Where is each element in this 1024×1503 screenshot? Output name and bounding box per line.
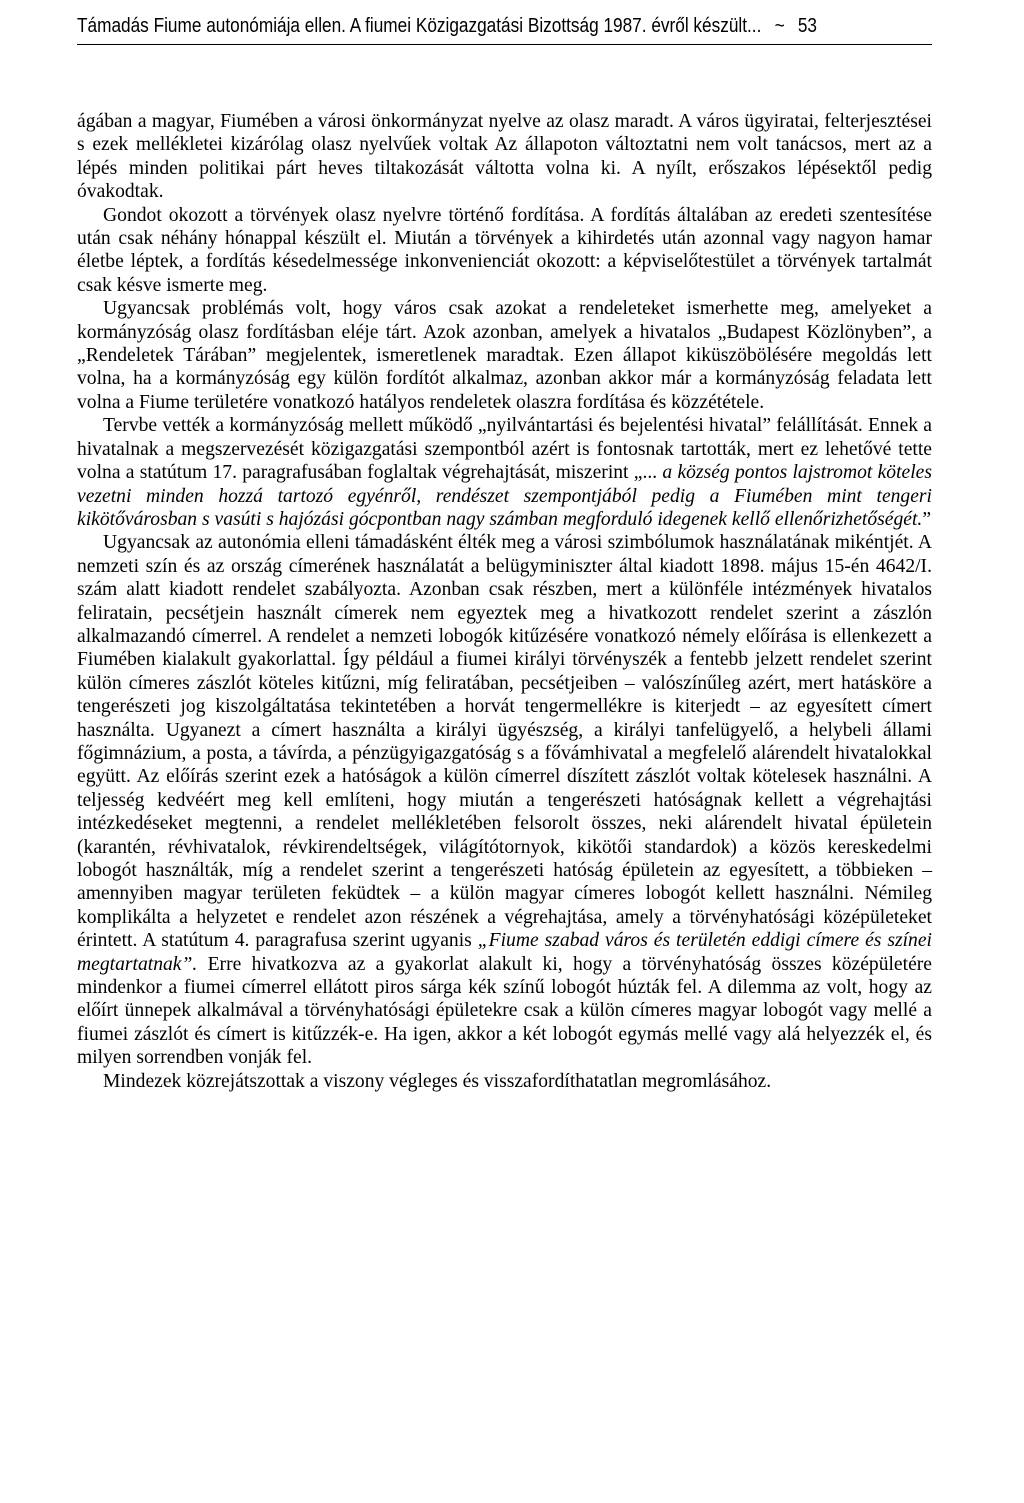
paragraph-5-quote: „Fiume szabad város és területén eddigi címere és színei megtartatnak”. (77, 930, 932, 975)
paragraph-4 (77, 414, 932, 531)
page-number: 53 (797, 14, 818, 37)
paragraph-4-text: Tervbe vették a kormányzóság mellett működő „nyilvántartási és bejelentési hivatal” felállítását. Ennek a hivatalnak a megszervezését közigazgatási szempontból azért is fontosnak tartották, mert ez lehetővé tette volna a statútum 17. paragrafusában foglaltak végrehajtását, miszerint „... (77, 415, 932, 484)
paragraph-1: ágában a magyar, Fiumében a városi önkormányzat nyelve az olasz maradt. A város ügyiratai, felterjesztései s ezek mellékletei kizárólag olasz nyelvűek voltak Az állapoton változtatni nem volt tanácsos, mert az a lépés minden politikai párt heves tiltakozását váltotta volna ki. A nyílt, erőszakos lépésektől pedig óvakodtak. (77, 111, 932, 203)
running-header (77, 14, 818, 48)
paragraph-5-text: Ugyancsak az autonómia elleni támadásként élték meg a városi szimbólumok használatának mikéntjét. A nemzeti szín és az ország címerének használatát a belügyminiszter által kiadott 1898. május 15-én 4642/I. szám alatt kiadott rendelet szabályozta. Azonban csak részben, mert a különféle intézmények hivatalos feliratain, pecsétjein használt címerek nem egyeztek meg a hivatkozott rendelet szerint a zászlón alkalmazandó címerrel. A rendelet a nemzeti lobogók kitűzésére vonatkozó némely előírása is ellenkezett a Fiumében kialakult gyakorlattal. Így például a fiumei királyi törvényszék a fentebb jelzett rendelet szerint külön címeres zászlót köteles kitűzni, míg feliratában, pecsétjeiben – valószínűleg azért, mert hatásköre a tengerészeti jog kiszolgáltatása tekintetében a horvát tengermellékre is kiterjedt – az egyesített címert használta. Ugyanezt a címert használta a királyi ügyészség, a királyi tanfelügyelő, a helybeli állami főgimnázium, a posta, a távírda, a pénzügyigazgatóság s a fővámhivatal a megfelelő alárendelt hivatalokkal együtt. Az előírás szerint ezek a hatóságok a külön címerrel díszített zászlót voltak kötelesek használni. A teljesség kedvéért meg kell említeni, hogy miután a tengerészeti hatóságnak kellett a végrehajtási intézkedéseket megtenni, a rendelet mellékletében felsorolt összes, neki alárendelt hivatal épületein (karantén, révhivatalok, révkirendeltségek, világítótornyok, kikötői standardok) a közös kereskedelmi lobogót használták, míg a rendelet szerint a tengerészeti hatóság épületein az egyesített, a többieken – amennyiben magyar területen feküdtek – a külön magyar címeres lobogót kellett használni. Némileg komplikálta a helyzetet e rendelet azon részének a végrehajtása, amely a törvényhatósági középületeket érintett. A statútum 4. paragrafusa szerint ugyanis (77, 532, 932, 952)
paragraph-5 (77, 531, 932, 1069)
paragraph-3: Ugyancsak problémás volt, hogy város csak azokat a rendeleteket ismerhette meg, amelyeket a kormányzóság olasz fordításban eléje tárt. Azok azonban, amelyek a hivatalos „Budapest Közlönyben”, a „Rendeletek Tárában” megjelentek, ismeretlenek maradtak. Ezen állapot kiküszöbölésére megoldás lett volna, ha a kormányzóság egy külön fordítót alkalmaz, azonban akkor már a kormányzóság feladata lett volna a Fiume területére vonatkozó hatályos rendeletek olaszra fordítása és közzététele. (77, 298, 932, 413)
body-text (77, 110, 932, 1093)
paragraph-5-text-after: Erre hivatkozva az a gyakorlat alakult ki, hogy a törvényhatóság összes középületére mindenkor a fiumei címerrel ellátott piros sárga kék színű lobogót húzták fel. A dilemma az volt, hogy az előírt ünnepek alkalmával a törvényhatósági épületekre csak a külön címeres magyar lobogót vagy mellé a fiumei zászlót és címert is kitűzzék-e. Ha igen, akkor a két lobogót egymás mellé vagy alá helyezzék el, és milyen sorrendben vonják fel. (77, 953, 932, 1069)
header-rule (77, 44, 932, 45)
paragraph-4-close-quote: ” (922, 508, 932, 530)
paragraph-2: Gondot okozott a törvények olasz nyelvre történő fordítása. A fordítás általában az eredeti szentesítése után csak néhány hónappal készült el. Miután a törvények a kihirdetés után azonnal vagy nagyon hamar életbe léptek, a fordítás késedelmessége inkonvenienciát okozott: a képviselőtestület a törvények tartalmát csak késve ismerte meg. (77, 204, 932, 296)
paragraph-4-quote: a község pontos lajstromot köteles vezetni minden hozzá tartozó egyénről, rendészet szempontjából pedig a Fiumében mint tengeri kikötővárosban s vasúti s hajózási gócpontban nagy számban megforduló idegenek kellő ellenőrizhetőségét. (77, 462, 932, 530)
running-title: Támadás Fiume autonómiája ellen. A fiumei Közigazgatási Bizottság 1987. évről készült... (77, 14, 762, 37)
paragraph-6: Mindezek közrejátszottak a viszony végleges és visszafordíthatatlan megromlásához. (103, 1070, 772, 1092)
header-separator: ~ (774, 14, 785, 37)
